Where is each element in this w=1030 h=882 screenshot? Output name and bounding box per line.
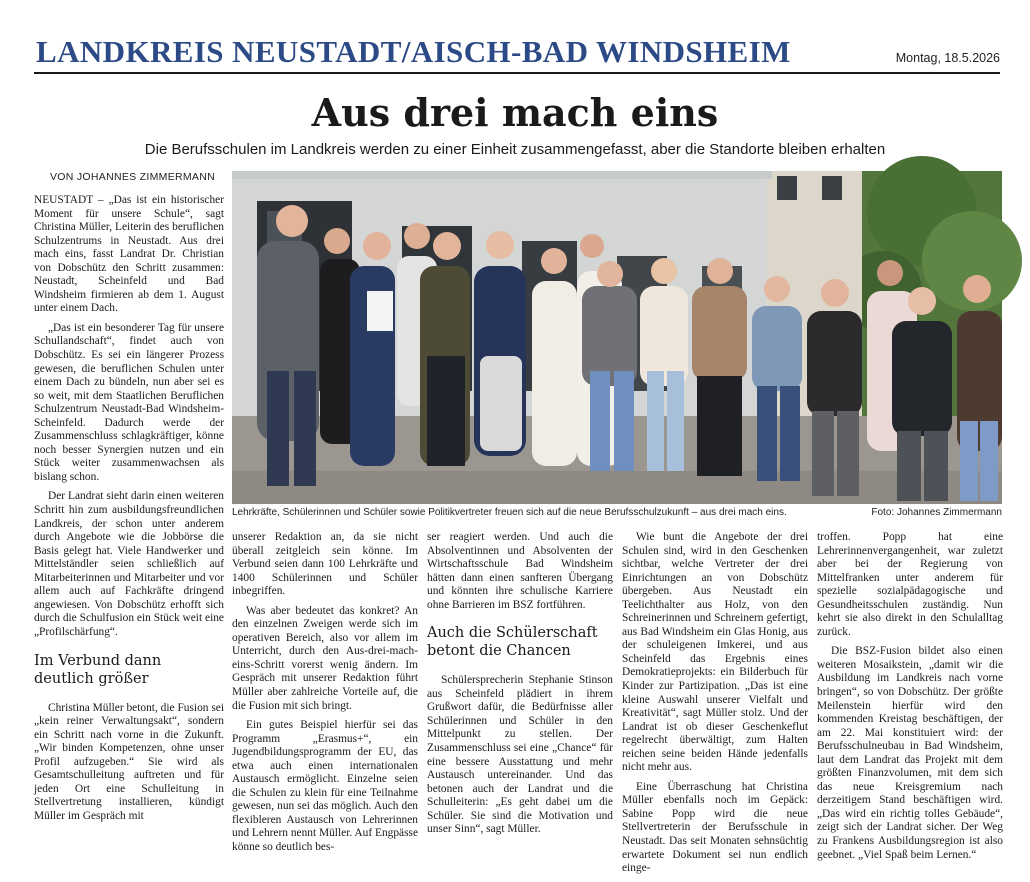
paragraph: Der Landrat sieht darin einen weiteren Schritt hin zum ausbildungsfreundlichen Landkreis, der schon unter anderem durch Angebote wie die Jobbörse die Basis gelegt hat. Viele Handwerker und Mittelständler seien schließlich auf Mitarbeiterinnen und Mitarbeiter und vor allem auch auf Fachkräfte dringend angewiesen. Von Dobschütz erhofft sich durch die Schulfusion ein Stück weit eine „Profilschärfung“. xyxy=(34,490,224,638)
byline: VON JOHANNES ZIMMERMANN xyxy=(50,171,215,183)
subheading: Auch die Schülerschaft betont die Chancen xyxy=(427,625,598,660)
paragraph: NEUSTADT – „Das ist ein historischer Moment für unsere Schule“, sagt Christina Müller, Leiterin des beruflichen Schulzentrums in Neustadt. Aus drei mach eins, fasst Landrat Dr. Christian von Dobschütz den Schritt zusammen: Neustadt, Scheinfeld und Bad Windsheim firmieren ab dem 1. August unter einem Dach. xyxy=(34,194,224,315)
photo-caption xyxy=(232,507,1002,521)
article-column-5 xyxy=(817,531,1003,868)
group-photo-illustration xyxy=(232,171,1002,504)
paragraph: „Das ist ein besonderer Tag für unsere Schullandschaft“, findet auch von Dobschütz. Es sei ein längerer Prozess gewesen, die beruflichen Schulen unter einem Dach zu bündeln, nun aber sei es so weit, mit dem Staatlichen Beruflichen Schulzentrum Neustadt-Bad Windsheim-Scheinfeld. Dadurch werde der Zusammenschluss schlagkräftiger, könne noch besser Synergien nutzen und ein Stück weiter zusammenwachsen als bislang schon. xyxy=(34,321,224,483)
article-column-1 xyxy=(34,194,224,829)
paragraph: ser reagiert werden. Und auch die Absolventinnen und Absolventen der Wirtschaftsschule Bad Windsheim hätten dann einen sanfteren Übergang und könnten ihre schulische Karriere ohne Barrieren im BSZ fortführen. xyxy=(427,531,613,611)
photo-credit: Foto: Johannes Zimmermann xyxy=(871,507,1002,518)
paragraph: Die BSZ-Fusion bildet also einen weiteren Mosaikstein, „damit wir die Ausbildung im Landkreis nach vorne bringen“, so von Dobschütz. Der größte Meilenstein hierfür wird den kommenden Kreistag beschäftigen, der am 22. Mai konstituiert wird: der Berufsschulneubau in Bad Windsheim, laut dem Landrat das Projekt mit dem größten Finanzvolumen, mit dem sich das neue Kreisgremium nach derzeitigem Stand beschäftigen wird. „Das wird ein richtig tolles Gebäude“, zeigt sich der Landrat sicher. Der Weg zu Frankens Ausbildungsregion ist also geebnet. „Viel Spaß beim Lernen.“ xyxy=(817,645,1003,861)
subheadline: Die Berufsschulen im Landkreis werden zu einer Einheit zusammengefasst, aber die Standorte bleiben erhalten xyxy=(144,141,886,158)
paragraph: Was aber bedeutet das konkret? An den einzelnen Zweigen werde sich im operativen Bereich, also vor allem im Unterricht, durch den Aus-drei-mach-eins-Schritt vorerst wenig ändern. Im Gespräch mit unserer Redaktion führt Müller aber zahlreiche Vorteile auf, die die Fusion mit sich bringt. xyxy=(232,604,418,712)
article-column-2 xyxy=(232,531,418,861)
section-title: LANDKREIS NEUSTADT/AISCH-BAD WINDSHEIM xyxy=(36,34,791,69)
paragraph: Eine Überraschung hat Christina Müller ebenfalls noch im Gepäck: Sabine Popp wird die neue Stellvertreterin der Berufsschule in Neustadt. Das seit Monaten sehnsüchtig erwartete Dokument sei nun endlich einge- xyxy=(622,780,808,875)
paragraph: Schülersprecherin Stephanie Stinson aus Scheinfeld plädiert in ihrem Grußwort dafür, die Bedürfnisse aller Schülerinnen und Schüler in den Mittelpunkt zu stellen. Der Zusammenschluss sei eine „Chance“ für eine bessere Ausstattung und mehr Austausch untereinander. Und das betonen auch der Landrat und die Schulleiterin: „Es geht dabei um die Schüler. Sie sind die Motivation und unser Sinn“, sagt Müller. xyxy=(427,674,613,836)
subheading: Im Verbund dann deutlich größer xyxy=(34,652,162,687)
paragraph: unserer Redaktion an, da sie nicht überall zeitgleich sein könne. Im Verbund seien dann 100 Lehrkräfte und 1400 Schülerinnen und Schüler inbegriffen. xyxy=(232,531,418,598)
caption-text: Lehrkräfte, Schülerinnen und Schüler sowie Politikvertreter freuen sich auf die neue Berufsschulzukunft – aus drei mach eins. xyxy=(232,507,787,518)
masthead xyxy=(34,34,1000,74)
article-column-3 xyxy=(427,531,613,843)
headline: Aus drei mach eins xyxy=(311,90,719,135)
issue-date: Montag, 18.5.2026 xyxy=(895,51,1000,65)
paragraph: Wie bunt die Angebote der drei Schulen sind, wird in den Geschenken sichtbar, welche Vertreter der drei Einrichtungen an von Dobschütz übergeben. Aus Neustadt ein Teelichthalter aus Holz, von den Schreinerinnen und Schreinern gefertigt, aus Bad Windsheim ein Glas Honig, aus der schuleigenen Imkerei, und aus Scheinfeld das Ergebnis eines Demokratieprojekts: ein Bilderbuch für Kinder zur Partizipation. „Das ist eine kleine Auswahl unserer Vielfalt und Kreativität“, sagt Müller stolz. Und der Landrat ist ob dieser Geschenkeflut regelrecht überwältigt, zum Halten reichen seine beiden Hände jedenfalls nicht mehr aus. xyxy=(622,531,808,774)
article-column-4 xyxy=(622,531,808,882)
paragraph: troffen. Popp hat eine Lehrerinnenvergangenheit, war zuletzt aber bei der Regierung von Mittelfranken unter anderem für spezielle sozialpädagogische und Gesundheitsschulen zuständig. Nun kehrt sie also direkt in den Schulalltag zurück. xyxy=(817,531,1003,638)
group-photo xyxy=(232,171,1002,504)
paragraph: Ein gutes Beispiel hierfür sei das Programm „Erasmus+“, ein Jugendbildungsprogramm der EU, das etwa auch einen internationalen Austausch ermöglicht. Einzelne seien die Schulen zu klein für eine Teilnahme gewesen, nun sei das möglich. Auch den flexibleren Austausch von Lehrerinnen und Lehrern nennt Müller. Auf Engpässe könne so deutlich bes- xyxy=(232,719,419,854)
paragraph: Christina Müller betont, die Fusion sei „kein reiner Verwaltungsakt“, sondern ein Schritt nach vorne in die Zukunft. „Wir binden Kompetenzen, ohne unser Profil aufzugeben.“ Sie wird als Gesamtschulleitung auftreten und für jeden Ort eine Schulleitung in Stellvertretung installieren, kündigt Müller im Gespräch mit xyxy=(34,701,224,822)
